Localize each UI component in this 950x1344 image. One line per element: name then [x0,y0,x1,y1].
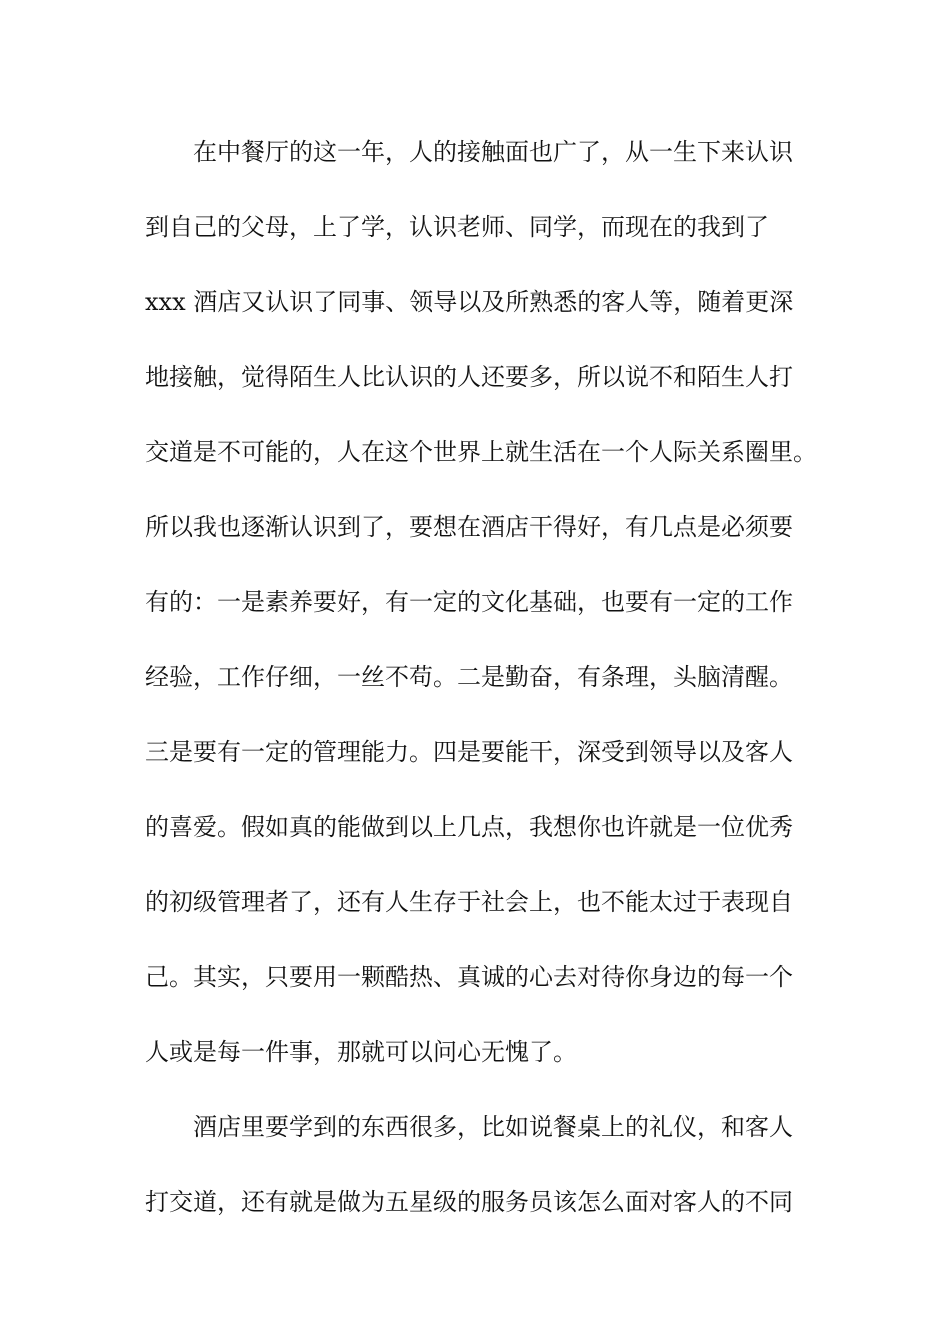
paragraph-1-line-4: 地接触，觉得陌生人比认识的人还要多，所以说不和陌生人打 [145,363,793,391]
paragraph-1-line-5: 交道是不可能的，人在这个世界上就生活在一个人际关系圈里。 [145,438,817,466]
paragraph-1-line-13: 人或是每一件事，那就可以问心无愧了。 [145,1038,577,1066]
paragraph-1-line-11: 的初级管理者了，还有人生存于社会上，也不能太过于表现自 [145,888,793,916]
paragraph-1-line-3: xxx 酒店又认识了同事、领导以及所熟悉的客人等，随着更深 [145,288,794,316]
paragraph-1-line-6: 所以我也逐渐认识到了，要想在酒店干得好，有几点是必须要 [145,513,793,541]
paragraph-1-line-10: 的喜爱。假如真的能做到以上几点，我想你也许就是一位优秀 [145,813,793,841]
paragraph-2-line-2: 打交道，还有就是做为五星级的服务员该怎么面对客人的不同 [145,1188,793,1216]
paragraph-1-line-8: 经验，工作仔细，一丝不苟。二是勤奋，有条理，头脑清醒。 [145,663,793,691]
paragraph-1-line-2: 到自己的父母，上了学，认识老师、同学，而现在的我到了 [145,213,769,241]
paragraph-1-line-1: 在中餐厅的这一年，人的接触面也广了，从一生下来认识 [193,138,793,166]
paragraph-1-line-9: 三是要有一定的管理能力。四是要能干，深受到领导以及客人 [145,738,793,766]
paragraph-1-line-7: 有的：一是素养要好，有一定的文化基础，也要有一定的工作 [145,588,793,616]
paragraph-2-line-1: 酒店里要学到的东西很多，比如说餐桌上的礼仪，和客人 [193,1113,793,1141]
paragraph-1-line-12: 己。其实，只要用一颗酷热、真诚的心去对待你身边的每一个 [145,963,793,991]
